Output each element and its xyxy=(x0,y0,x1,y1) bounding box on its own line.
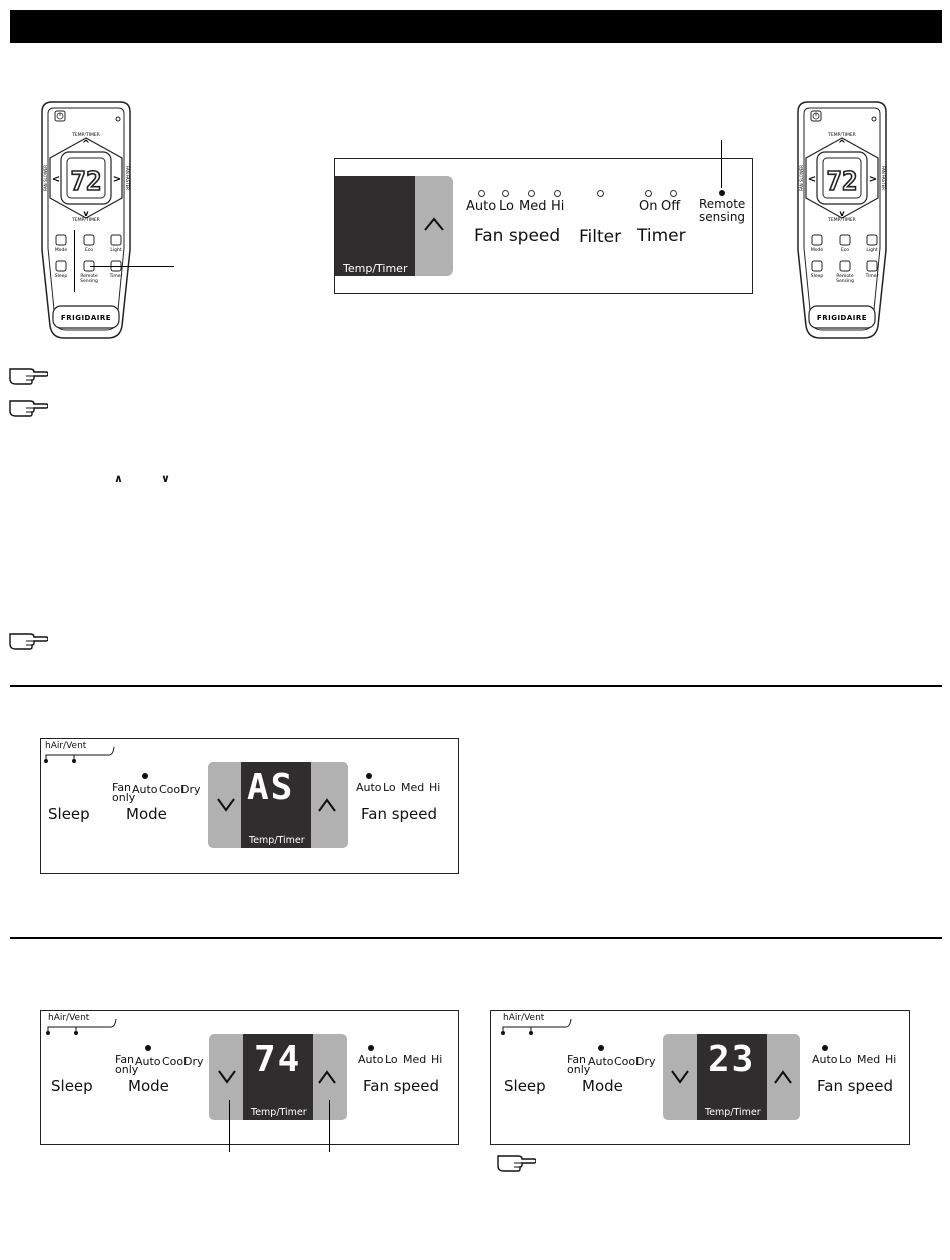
fan-option-lo: Lo xyxy=(383,781,396,794)
fan-speed-label: Fan speed xyxy=(361,805,438,823)
display-readout: 23 xyxy=(708,1039,756,1080)
pointing-hand-icon xyxy=(496,1152,536,1172)
fan-option-med: Med xyxy=(519,199,547,214)
down-chevron-icon[interactable] xyxy=(216,797,236,813)
svg-text:FRIGIDAIRE: FRIGIDAIRE xyxy=(816,314,868,322)
fan-option-hi: Hi xyxy=(431,1053,443,1066)
display-readout: 74 xyxy=(254,1039,302,1080)
remote-control-left xyxy=(34,100,138,340)
mode-label: Mode xyxy=(128,1077,169,1095)
svg-text:FRIGIDAIRE: FRIGIDAIRE xyxy=(60,314,112,322)
control-panel-as xyxy=(40,738,459,874)
fan-option-hi: Hi xyxy=(885,1053,897,1066)
svg-text:Light: Light xyxy=(866,248,878,253)
fan-indicator xyxy=(368,1045,374,1051)
svg-text:Timer: Timer xyxy=(109,274,123,279)
svg-text:Timer: Timer xyxy=(865,274,879,279)
svg-text:TEMP/TIMER: TEMP/TIMER xyxy=(828,218,856,223)
timer-option-on: On xyxy=(639,199,658,214)
fan-indicator xyxy=(366,773,372,779)
section-header-bar xyxy=(10,10,942,43)
mode-cool: Cool xyxy=(159,783,184,796)
svg-text:FAN FASTER: FAN FASTER xyxy=(881,166,886,190)
display-window xyxy=(335,176,415,276)
svg-text:v: v xyxy=(839,209,845,218)
svg-text:^: ^ xyxy=(837,139,847,150)
svg-text:^: ^ xyxy=(81,139,91,150)
callout-line xyxy=(90,266,174,267)
remote-sensing-label: Remote sensing xyxy=(699,197,746,224)
mode-cool: Cool xyxy=(614,1055,639,1068)
up-chevron-icon[interactable] xyxy=(317,1069,337,1085)
fan-option-hi: Hi xyxy=(551,199,565,214)
section-divider xyxy=(10,937,942,939)
timer-on-indicator xyxy=(645,190,652,197)
air-vent-label: hAir/Vent xyxy=(48,1013,90,1023)
section-divider xyxy=(10,685,942,687)
callout-line xyxy=(229,1100,230,1152)
fan-indicator xyxy=(822,1045,828,1051)
filter-label: Filter xyxy=(579,227,622,247)
svg-text:Light: Light xyxy=(110,248,122,253)
display-label: Temp/Timer xyxy=(249,835,305,846)
mode-dry: Dry xyxy=(636,1055,656,1068)
mode-cool: Cool xyxy=(162,1055,187,1068)
timer-off-indicator xyxy=(670,190,677,197)
svg-text:>: > xyxy=(112,174,122,185)
mode-indicator xyxy=(145,1045,151,1051)
fan-option-med: Med xyxy=(857,1053,881,1066)
pointing-hand-icon xyxy=(8,365,48,385)
mode-label: Mode xyxy=(126,805,167,823)
svg-text:72: 72 xyxy=(70,167,102,197)
mode-auto: Auto xyxy=(132,783,158,796)
control-panel-74 xyxy=(40,1010,459,1145)
svg-text:>: > xyxy=(868,174,878,185)
fan-option-auto: Auto xyxy=(466,199,497,214)
air-vent-label: hAir/Vent xyxy=(503,1013,545,1023)
air-vent-label: hAir/Vent xyxy=(45,741,87,751)
display-label: Temp/Timer xyxy=(705,1107,761,1118)
svg-text:Mode: Mode xyxy=(54,248,68,253)
inline-down-arrow: ∨ xyxy=(161,472,170,485)
mode-dry: Dry xyxy=(181,783,201,796)
remote-control-right xyxy=(790,100,894,340)
svg-text:Remote: Remote xyxy=(836,274,854,279)
air-vent-bracket xyxy=(500,1015,574,1037)
timer-option-off: Off xyxy=(661,199,681,214)
up-chevron-icon[interactable] xyxy=(773,1069,793,1085)
display-label: Temp/Timer xyxy=(343,262,408,275)
callout-line xyxy=(721,140,722,188)
svg-text:<: < xyxy=(51,174,61,185)
mode-indicator xyxy=(598,1045,604,1051)
mode-label: Mode xyxy=(582,1077,623,1095)
svg-text:TEMP/TIMER: TEMP/TIMER xyxy=(72,133,100,138)
svg-text:Sensing: Sensing xyxy=(80,279,98,284)
svg-text:Mode: Mode xyxy=(810,248,824,253)
svg-text:Remote: Remote xyxy=(80,274,98,279)
fan-option-auto: Auto xyxy=(812,1053,838,1066)
svg-text:Eco: Eco xyxy=(840,248,850,253)
fan-option-auto: Auto xyxy=(356,781,382,794)
remote-sensing-indicator xyxy=(719,190,725,196)
fan-speed-label: Fan speed xyxy=(363,1077,440,1095)
mode-fan-only: Fan only xyxy=(112,781,136,804)
down-chevron-icon[interactable] xyxy=(670,1069,690,1085)
fan-auto-indicator xyxy=(478,190,485,197)
up-button[interactable] xyxy=(415,176,453,276)
down-chevron-icon[interactable] xyxy=(217,1069,237,1085)
sleep-label: Sleep xyxy=(51,1077,93,1095)
fan-hi-indicator xyxy=(554,190,561,197)
inline-up-arrow: ∧ xyxy=(114,472,123,485)
svg-text:72: 72 xyxy=(826,167,858,197)
fan-option-auto: Auto xyxy=(358,1053,384,1066)
fan-option-med: Med xyxy=(403,1053,427,1066)
fan-option-hi: Hi xyxy=(429,781,441,794)
filter-indicator xyxy=(597,190,604,197)
sleep-label: Sleep xyxy=(504,1077,546,1095)
svg-text:v: v xyxy=(83,209,89,218)
mode-dry: Dry xyxy=(184,1055,204,1068)
fan-med-indicator xyxy=(528,190,535,197)
fan-option-med: Med xyxy=(401,781,425,794)
svg-text:TEMP/TIMER: TEMP/TIMER xyxy=(828,133,856,138)
svg-text:Eco: Eco xyxy=(84,248,94,253)
control-panel-23 xyxy=(490,1010,910,1145)
fan-lo-indicator xyxy=(502,190,509,197)
up-chevron-icon[interactable] xyxy=(317,797,337,813)
svg-text:Sleep: Sleep xyxy=(54,274,68,279)
display-readout: AS xyxy=(247,767,295,808)
svg-text:Sleep: Sleep xyxy=(810,274,824,279)
control-panel-top xyxy=(334,158,753,294)
mode-fan-only: Fan only xyxy=(567,1053,591,1076)
svg-text:FAN SLOWER: FAN SLOWER xyxy=(43,165,48,191)
timer-label: Timer xyxy=(637,226,686,246)
mode-indicator xyxy=(142,773,148,779)
fan-option-lo: Lo xyxy=(839,1053,852,1066)
air-vent-bracket xyxy=(43,743,117,765)
pointing-hand-icon xyxy=(8,397,48,417)
fan-option-lo: Lo xyxy=(385,1053,398,1066)
fan-option-lo: Lo xyxy=(499,199,514,214)
svg-text:<: < xyxy=(807,174,817,185)
air-vent-bracket xyxy=(45,1015,119,1037)
svg-text:FAN FASTER: FAN FASTER xyxy=(125,166,130,190)
fan-speed-label: Fan speed xyxy=(474,226,561,246)
mode-fan-only: Fan only xyxy=(115,1053,139,1076)
sleep-label: Sleep xyxy=(48,805,90,823)
svg-text:FAN SLOWER: FAN SLOWER xyxy=(799,165,804,191)
mode-auto: Auto xyxy=(588,1055,614,1068)
callout-line xyxy=(74,230,75,292)
display-label: Temp/Timer xyxy=(251,1107,307,1118)
up-chevron-icon xyxy=(423,216,445,232)
svg-text:TEMP/TIMER: TEMP/TIMER xyxy=(72,218,100,223)
fan-speed-label: Fan speed xyxy=(817,1077,894,1095)
mode-auto: Auto xyxy=(135,1055,161,1068)
svg-text:Sensing: Sensing xyxy=(836,279,854,284)
callout-line xyxy=(329,1100,330,1152)
pointing-hand-icon xyxy=(8,630,48,650)
